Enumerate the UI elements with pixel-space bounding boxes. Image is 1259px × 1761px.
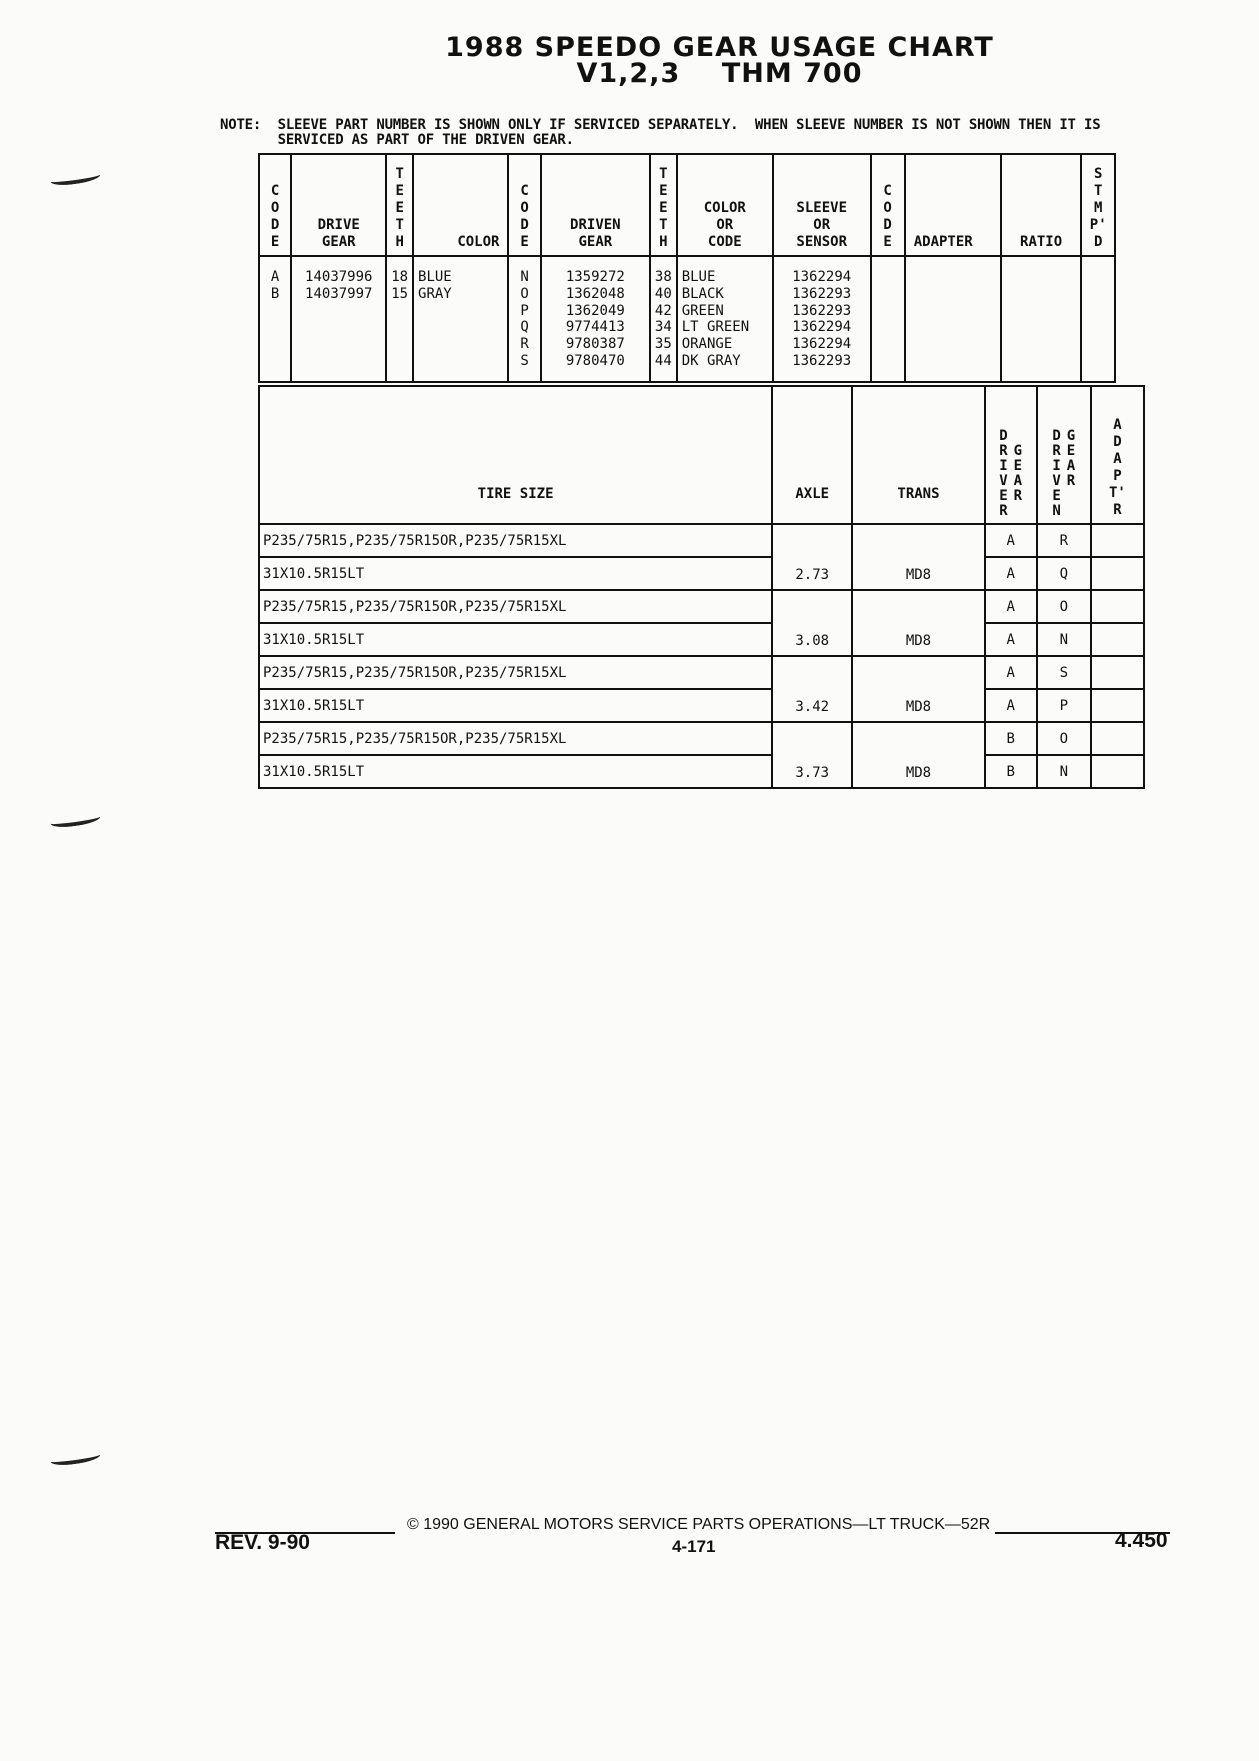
tire-size-cell: 31X10.5R15LT [259, 623, 772, 656]
driven-gear-cell: O [1037, 722, 1091, 755]
adapter-cell [1091, 524, 1144, 557]
table-row [259, 557, 1144, 590]
copyright-text: © 1990 GENERAL MOTORS SERVICE PARTS OPERATIONS—LT TRUCK—52R [407, 1516, 991, 1533]
punch-hole-mark [49, 1445, 101, 1468]
tire-size-cell: 31X10.5R15LT [259, 689, 772, 722]
driven-gear-cell: S [1037, 656, 1091, 689]
tire-size-cell: 31X10.5R15LT [259, 557, 772, 590]
revision-label: REV. 9-90 [215, 1531, 310, 1554]
table-row [259, 623, 1144, 656]
driven-gears: 1359272 1362048 1362049 9774413 9780387 9780470 [541, 256, 650, 382]
adapter-cell [1091, 656, 1144, 689]
adapter-cell [1091, 557, 1144, 590]
tire-size-cell: 31X10.5R15LT [259, 755, 772, 788]
header-driven-gear: DRIVEN GEAR [541, 154, 650, 256]
axle-cell: 2.73 [772, 524, 852, 590]
header-driven-word: D R I V E N [1052, 428, 1061, 519]
header-driver-word: D R I V E R [999, 428, 1008, 519]
drive-gear-cell: A [985, 590, 1037, 623]
adapter-cell [1091, 590, 1144, 623]
adapter-cell [1091, 623, 1144, 656]
driven-gear-cell: P [1037, 689, 1091, 722]
header-code-3: C O D E [871, 154, 905, 256]
header-gear-word: G E A R [1066, 428, 1076, 489]
header-color-or-code: COLOR OR CODE [677, 154, 773, 256]
empty-cell [1001, 256, 1082, 382]
section-number: 4.450 [1115, 1529, 1168, 1552]
axle-cell: 3.73 [772, 722, 852, 788]
adapter-cell [1091, 755, 1144, 788]
drive-gear-cell: B [985, 722, 1037, 755]
header-drive-gear: DRIVE GEAR [291, 154, 386, 256]
driven-gear-cell: O [1037, 590, 1091, 623]
trans-cell: MD8 [852, 722, 984, 788]
header-teeth-2: T E E T H [650, 154, 677, 256]
empty-cell [871, 256, 905, 382]
drive-gear-cell: A [985, 524, 1037, 557]
driven-gear-cell: N [1037, 623, 1091, 656]
driven-gear-cell: Q [1037, 557, 1091, 590]
note-text: NOTE: SLEEVE PART NUMBER IS SHOWN ONLY IF SERVICED SEPARATELY. WHEN SLEEVE NUMBER IS NOT SHOWN THEN IT IS SERVICED AS PART OF THE DRIVEN GEAR. [220, 117, 1101, 148]
driven-gear-cell: R [1037, 524, 1091, 557]
header-axle: AXLE [772, 386, 852, 524]
axle-cell: 3.42 [772, 656, 852, 722]
trans-cell: MD8 [852, 656, 984, 722]
header-sleeve: SLEEVE OR SENSOR [773, 154, 871, 256]
tire-table [258, 385, 1145, 789]
adapter-cell [1091, 722, 1144, 755]
drive-gear-cell: A [985, 656, 1037, 689]
driven-gear-cell: N [1037, 755, 1091, 788]
empty-cell [905, 256, 1001, 382]
page-title: 1988 SPEEDO GEAR USAGE CHART [445, 32, 994, 63]
gear-table-header [259, 154, 1115, 256]
table-row [259, 524, 1144, 557]
driven-colors: BLUE BLACK GREEN LT GREEN ORANGE DK GRAY [677, 256, 773, 382]
header-trans: TRANS [852, 386, 984, 524]
tire-table-header [259, 386, 1144, 524]
drive-gear-cell: A [985, 689, 1037, 722]
empty-cell [1081, 256, 1115, 382]
page-number: 4-171 [672, 1537, 716, 1556]
drive-gear-cell: B [985, 755, 1037, 788]
tire-size-cell: P235/75R15,P235/75R15OR,P235/75R15XL [259, 656, 772, 689]
header-teeth: T E E T H [386, 154, 413, 256]
punch-hole-mark [49, 807, 101, 830]
table-row [259, 689, 1144, 722]
header-code: C O D E [259, 154, 291, 256]
header-ratio: RATIO [1001, 154, 1082, 256]
trans-cell: MD8 [852, 590, 984, 656]
gear-table [258, 153, 1116, 383]
gear-table-body [259, 256, 1115, 382]
tire-size-cell: P235/75R15,P235/75R15OR,P235/75R15XL [259, 590, 772, 623]
drive-colors: BLUE GRAY [413, 256, 508, 382]
axle-cell: 3.08 [772, 590, 852, 656]
drive-gears: 14037996 14037997 [291, 256, 386, 382]
header-driver-gear [985, 386, 1037, 524]
drive-codes: A B [259, 256, 291, 382]
drive-teeth: 18 15 [386, 256, 413, 382]
table-row [259, 590, 1144, 623]
drive-gear-cell: A [985, 623, 1037, 656]
tire-size-cell: P235/75R15,P235/75R15OR,P235/75R15XL [259, 524, 772, 557]
header-driven-gear [1037, 386, 1091, 524]
header-adapter: ADAPTER [905, 154, 1001, 256]
header-code-2: C O D E [508, 154, 540, 256]
driven-codes: N O P Q R S [508, 256, 540, 382]
header-gear-word: G E A R [1013, 443, 1023, 504]
drive-gear-cell: A [985, 557, 1037, 590]
punch-hole-mark [49, 165, 101, 188]
adapter-cell [1091, 689, 1144, 722]
header-tire-size: TIRE SIZE [259, 386, 772, 524]
tire-size-cell: P235/75R15,P235/75R15OR,P235/75R15XL [259, 722, 772, 755]
table-row [259, 656, 1144, 689]
header-stmpd: S T M P' D [1081, 154, 1115, 256]
table-row [259, 755, 1144, 788]
driven-teeth: 38 40 42 34 35 44 [650, 256, 677, 382]
header-adaptr: A D A P T' R [1091, 386, 1144, 524]
sleeve-numbers: 1362294 1362293 1362293 1362294 1362294 1362293 [773, 256, 871, 382]
page-subtitle: V1,2,3 THM 700 [576, 58, 863, 89]
header-color: COLOR [413, 154, 508, 256]
table-row [259, 722, 1144, 755]
trans-cell: MD8 [852, 524, 984, 590]
